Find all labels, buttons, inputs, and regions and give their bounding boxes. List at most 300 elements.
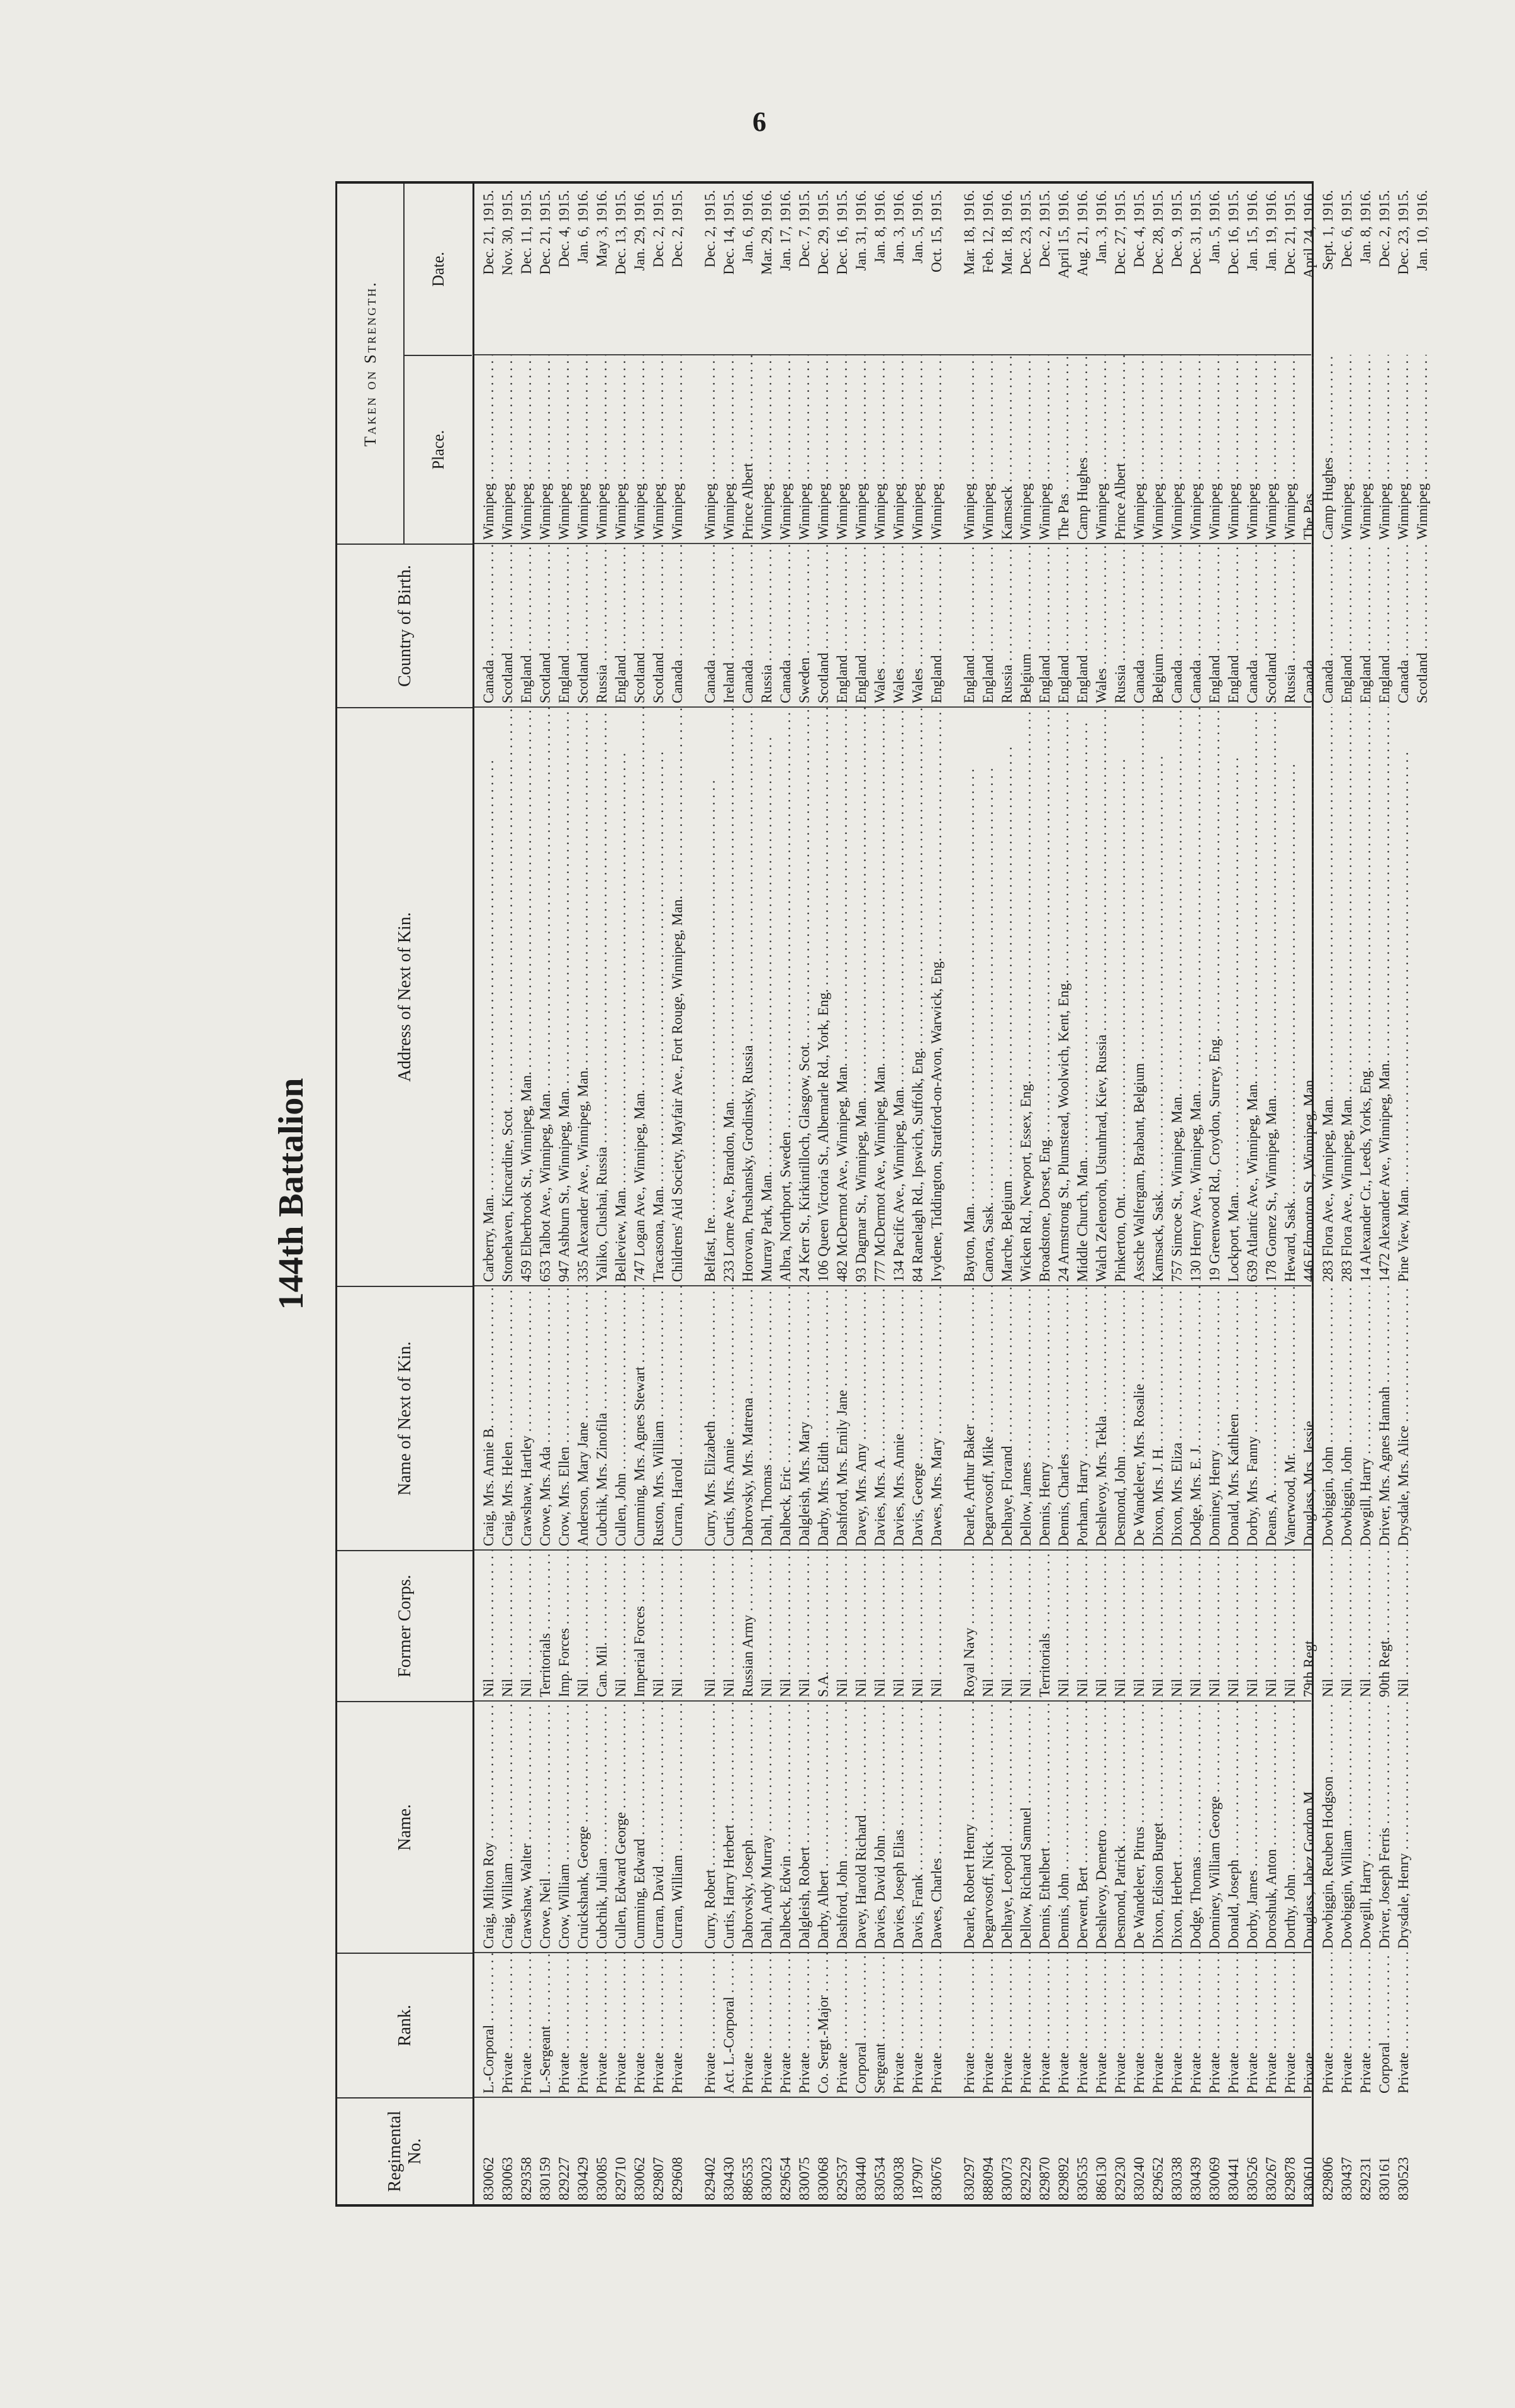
cell-country: England . . . <box>960 543 979 707</box>
cell-former-corps: Nil . . . <box>720 1550 739 1701</box>
cell-regimental-no: 830063 <box>500 2157 515 2200</box>
cell-country: Canada . . . <box>1394 543 1413 707</box>
table-row <box>1149 184 1168 2204</box>
cell-address: 84 Ranelagh Rd., Ipswich, Suffolk, Eng. . . . <box>908 707 927 1286</box>
cell-date: Dec. 29, 1915. <box>815 190 831 275</box>
cell-address: Yaliko, Clushai, Russia . . . <box>593 707 612 1286</box>
cell-former-corps: Nil . . . <box>979 1550 998 1701</box>
cell-place: Winnipeg . . . <box>574 355 593 543</box>
cell-next-of-kin: Dennis, Henry . . . <box>1036 1286 1054 1550</box>
cell-name: Dixon, Edison Burget . . . <box>1149 1701 1168 1953</box>
cell-place: Winnipeg . . . <box>1017 355 1036 543</box>
cell-name: Cruickshank, George . . . <box>574 1701 593 1953</box>
cell-address: 482 McDermot Ave., Winnipeg, Man. . . . <box>833 707 852 1286</box>
cell-rank: Act. L.-Corporal . . . <box>720 1953 739 2097</box>
cell-place: Winnipeg . . . <box>1168 355 1187 543</box>
cell-date: Jan. 8, 1916. <box>1358 190 1373 264</box>
cell-name: Crow, William . . . <box>555 1701 574 1953</box>
cell-address: Kamsack, Sask. . . . <box>1149 707 1168 1286</box>
cell-next-of-kin: Deans, A. . . . <box>1262 1286 1281 1550</box>
cell-name: Curran, William . . . <box>668 1701 687 1953</box>
cell-former-corps: Nil . . . <box>517 1550 536 1701</box>
table-row <box>908 184 927 2204</box>
cell-place: Winnipeg . . . <box>1338 355 1356 543</box>
cell-address: Murray Park, Man. . . . <box>758 707 776 1286</box>
cell-next-of-kin: Douglass, Mrs. Jessie . . . <box>1300 1286 1319 1550</box>
cell-name: Craig, Milton Roy . . . <box>479 1701 498 1953</box>
cell-rank: Private . . . <box>1356 1953 1375 2097</box>
cell-date: Feb. 12, 1916. <box>980 190 996 274</box>
cell-country: Canada . . . <box>479 543 498 707</box>
cell-address: Lockport, Man. . . . <box>1224 707 1243 1286</box>
cell-former-corps: Nil . . . <box>1073 1550 1092 1701</box>
cell-regimental-no: 830535 <box>1075 2157 1090 2200</box>
cell-place: Winnipeg . . . <box>1262 355 1281 543</box>
cell-next-of-kin: Vanerwood, Mr. . . . <box>1281 1286 1300 1550</box>
cell-place: Winnipeg . . . <box>852 355 871 543</box>
table-row <box>960 184 979 2204</box>
cell-next-of-kin: Dorby, Mrs. Fanny . . . <box>1243 1286 1262 1550</box>
cell-address: Canora, Sask. . . . <box>979 707 998 1286</box>
header-regimental-no: Regimental No. <box>337 2097 472 2204</box>
cell-country: Russia . . . <box>593 543 612 707</box>
cell-country: Wales . . . <box>908 543 927 707</box>
cell-address: 130 Henry Ave., Winnipeg, Man. . . . <box>1187 707 1205 1286</box>
cell-former-corps: Nil . . . <box>1017 1550 1036 1701</box>
cell-country: England . . . <box>1073 543 1092 707</box>
cell-address: 757 Simcoe St., Winnipeg, Man. . . . <box>1168 707 1187 1286</box>
cell-address: Ivydene, Tiddington, Stratford-on-Avon, Warwick, Eng. . . . <box>927 707 946 1286</box>
cell-address: 653 Talbot Ave., Winnipeg, Man. . . . <box>536 707 555 1286</box>
cell-former-corps: Can. Mil. . . . <box>593 1550 612 1701</box>
page-number: 6 <box>752 106 766 137</box>
table-row <box>1073 184 1092 2204</box>
cell-address: 233 Lorne Ave., Brandon, Man. . . . <box>720 707 739 1286</box>
cell-regimental-no: 830062 <box>632 2157 647 2200</box>
cell-regimental-no: 829870 <box>1037 2157 1053 2200</box>
cell-rank: Private . . . <box>649 1953 668 2097</box>
cell-place: Winnipeg . . . <box>1224 355 1243 543</box>
cell-address: Pinkerton, Ont. . . . <box>1111 707 1130 1286</box>
cell-regimental-no: 830439 <box>1188 2157 1204 2200</box>
cell-country: England . . . <box>1224 543 1243 707</box>
cell-next-of-kin: Deshlevoy, Mrs. Tekla . . . <box>1092 1286 1111 1550</box>
cell-date: Dec. 2, 1915. <box>651 190 666 268</box>
cell-place: Winnipeg . . . <box>927 355 946 543</box>
cell-address: Middle Church, Man. . . . <box>1073 707 1092 1286</box>
cell-regimental-no: 830523 <box>1395 2157 1411 2200</box>
cell-next-of-kin: Davies, Mrs. Annie . . . <box>890 1286 908 1550</box>
cell-regimental-no: 830297 <box>961 2157 977 2200</box>
cell-country: Canada . . . <box>1130 543 1149 707</box>
table-row <box>1375 184 1394 2204</box>
cell-address: Tracasona, Man. . . . <box>649 707 668 1286</box>
cell-place: Winnipeg . . . <box>979 355 998 543</box>
cell-regimental-no: 829227 <box>556 2157 572 2200</box>
cell-former-corps: Nil . . . <box>1224 1550 1243 1701</box>
cell-former-corps: Nil . . . <box>1281 1550 1300 1701</box>
cell-date: Mar. 18, 1916. <box>999 190 1015 275</box>
cell-date: Dec. 27, 1915. <box>1112 190 1128 275</box>
cell-next-of-kin: Davies, Mrs. A. . . . <box>871 1286 890 1550</box>
cell-date: Mar. 18, 1916. <box>961 190 977 275</box>
cell-former-corps: Royal Navy . . . <box>960 1550 979 1701</box>
cell-country: Canada . . . <box>1300 543 1319 707</box>
cell-rank: Private . . . <box>517 1953 536 2097</box>
cell-place: Prince Albert . . . <box>739 355 758 543</box>
cell-date: Jan. 3, 1916. <box>891 190 907 264</box>
cell-next-of-kin: Dennis, Charles . . . <box>1054 1286 1073 1550</box>
cell-former-corps: Nil . . . <box>668 1550 687 1701</box>
cell-regimental-no: 829806 <box>1320 2157 1336 2200</box>
cell-regimental-no: 829229 <box>1018 2157 1034 2200</box>
cell-address: Horovan, Prushansky, Grodinsky, Russia . . . <box>739 707 758 1286</box>
table-row <box>890 184 908 2204</box>
cell-address: Marche, Belgium . . . <box>998 707 1017 1286</box>
cell-country: Wales . . . <box>871 543 890 707</box>
cell-former-corps: Nil . . . <box>1130 1550 1149 1701</box>
cell-former-corps: Nil . . . <box>498 1550 517 1701</box>
cell-country: England . . . <box>1356 543 1375 707</box>
cell-name: Degarvosoff, Nick . . . <box>979 1701 998 1953</box>
cell-place: The Pas . . . <box>1054 355 1073 543</box>
cell-regimental-no: 829608 <box>669 2157 685 2200</box>
cell-next-of-kin: Crawshaw, Hartley . . . <box>517 1286 536 1550</box>
cell-address: Broadstone, Dorset, Eng. . . . <box>1036 707 1054 1286</box>
cell-name: Dominey, William George . . . <box>1205 1701 1224 1953</box>
cell-name: Dennis, Ethelbert . . . <box>1036 1701 1054 1953</box>
cell-date: Oct. 15, 1915. <box>929 190 944 272</box>
cell-rank: Private . . . <box>1224 1953 1243 2097</box>
cell-next-of-kin: Dabrovsky, Mrs. Matrena . . . <box>739 1286 758 1550</box>
cell-regimental-no: 829807 <box>651 2157 666 2200</box>
cell-date: Jan. 8, 1916. <box>872 190 888 264</box>
cell-rank: Private . . . <box>498 1953 517 2097</box>
header-date: Date. <box>428 252 447 287</box>
cell-rank <box>1413 1953 1432 2097</box>
cell-regimental-no: 886130 <box>1093 2157 1109 2200</box>
cell-rank: Private . . . <box>890 1953 908 2097</box>
cell-date: Jan. 5, 1916. <box>910 190 925 264</box>
cell-regimental-no: 830159 <box>537 2157 553 2200</box>
cell-date: Jan. 5, 1916. <box>1207 190 1222 264</box>
cell-date: Aug. 21, 1916. <box>1075 190 1090 277</box>
cell-place: Winnipeg . . . <box>1375 355 1394 543</box>
cell-address: 777 McDermot Ave., Winnipeg, Man. . . . <box>871 707 890 1286</box>
table-row <box>517 184 536 2204</box>
header-address: Address of Next of Kin. <box>337 707 472 1286</box>
cell-former-corps: Nil . . . <box>1187 1550 1205 1701</box>
cell-name: Dearle, Robert Henry . . . <box>960 1701 979 1953</box>
cell-rank: Private . . . <box>1111 1953 1130 2097</box>
table-row <box>555 184 574 2204</box>
cell-regimental-no: 830068 <box>815 2157 831 2200</box>
cell-rank: Private . . . <box>1168 1953 1187 2097</box>
cell-rank: Private . . . <box>593 1953 612 2097</box>
cell-next-of-kin: Anderson, Mary Jane . . . <box>574 1286 593 1550</box>
cell-address: 19 Greenwood Rd., Croydon, Surrey, Eng. . . . <box>1205 707 1224 1286</box>
cell-country: England . . . <box>1205 543 1224 707</box>
table-row <box>979 184 998 2204</box>
cell-regimental-no: 829231 <box>1358 2157 1373 2200</box>
cell-regimental-no: 829652 <box>1150 2157 1166 2200</box>
cell-rank: Sergeant . . . <box>871 1953 890 2097</box>
cell-regimental-no: 830437 <box>1339 2157 1355 2200</box>
cell-date: Jan. 6, 1916. <box>740 190 756 264</box>
cell-place: Winnipeg . . . <box>720 355 739 543</box>
cell-name: Darby, Albert . . . <box>814 1701 833 1953</box>
table-row <box>1168 184 1187 2204</box>
cell-rank: Private . . . <box>1394 1953 1413 2097</box>
cell-name: Dorby, James . . . <box>1243 1701 1262 1953</box>
cell-next-of-kin: Curran, Harold . . . <box>668 1286 687 1550</box>
cell-rank: Private . . . <box>1149 1953 1168 2097</box>
cell-date: Dec. 23, 1915. <box>1395 190 1411 275</box>
cell-rank: Private . . . <box>1262 1953 1281 2097</box>
cell-rank: Private . . . <box>701 1953 720 2097</box>
cell-country: Scotland . . . <box>649 543 668 707</box>
cell-place: Winnipeg . . . <box>960 355 979 543</box>
cell-name: Driver, Joseph Ferris . . . <box>1375 1701 1394 1953</box>
cell-date: Jan. 31, 1916. <box>853 190 869 271</box>
cell-place: Winnipeg . . . <box>1356 355 1375 543</box>
cell-next-of-kin: Degarvosoff, Mike . . . <box>979 1286 998 1550</box>
table-row <box>536 184 555 2204</box>
cell-former-corps: Nil . . . <box>1054 1550 1073 1701</box>
cell-place: Winnipeg . . . <box>517 355 536 543</box>
cell-former-corps: Nil . . . <box>852 1550 871 1701</box>
cell-place: Winnipeg . . . <box>908 355 927 543</box>
cell-regimental-no: 830069 <box>1207 2157 1222 2200</box>
cell-rank: Private . . . <box>1017 1953 1036 2097</box>
cell-date: Jan. 6, 1916. <box>575 190 591 264</box>
cell-place: Winnipeg . . . <box>668 355 687 543</box>
cell-country: Canada . . . <box>1187 543 1205 707</box>
cell-address: Carberry, Man. . . . <box>479 707 498 1286</box>
cell-name: Davey, Harold Richard . . . <box>852 1701 871 1953</box>
cell-name <box>1413 1701 1432 1953</box>
cell-place: Winnipeg . . . <box>649 355 668 543</box>
cell-regimental-no: 830161 <box>1377 2157 1392 2200</box>
cell-address: 459 Elberbrook St., Winnipeg, Man. . . . <box>517 707 536 1286</box>
cell-country: Scotland . . . <box>574 543 593 707</box>
cell-place: Winnipeg . . . <box>1149 355 1168 543</box>
cell-regimental-no: 829537 <box>834 2157 850 2200</box>
cell-name: Crawshaw, Walter . . . <box>517 1701 536 1953</box>
cell-date: Dec. 31, 1915. <box>1188 190 1204 275</box>
cell-name: Curran, David . . . <box>649 1701 668 1953</box>
rotated-page-content <box>257 181 1430 2207</box>
cell-country: England . . . <box>517 543 536 707</box>
cell-regimental-no: 830038 <box>891 2157 907 2200</box>
cell-next-of-kin: Davey, Mrs. Amy . . . <box>852 1286 871 1550</box>
cell-name: Curry, Robert . . . <box>701 1701 720 1953</box>
cell-next-of-kin: Dodge, Mrs. E. J. . . . <box>1187 1286 1205 1550</box>
cell-rank: Private . . . <box>908 1953 927 2097</box>
cell-place: Winnipeg . . . <box>814 355 833 543</box>
cell-place: Winnipeg . . . <box>498 355 517 543</box>
cell-former-corps: Nil . . . <box>795 1550 814 1701</box>
cell-country: England . . . <box>1375 543 1394 707</box>
cell-address: 106 Queen Victoria St., Albemarle Rd., York, Eng. . . . <box>814 707 833 1286</box>
cell-next-of-kin: Dellow, James . . . <box>1017 1286 1036 1550</box>
cell-country: England . . . <box>927 543 946 707</box>
cell-name: Cullen, Edward George . . . <box>612 1701 630 1953</box>
cell-country: Russia . . . <box>758 543 776 707</box>
cell-next-of-kin: Dixon, Mrs. Eliza . . . <box>1168 1286 1187 1550</box>
cell-rank: Private . . . <box>776 1953 795 2097</box>
cell-former-corps: Nil . . . <box>908 1550 927 1701</box>
table-row <box>1300 184 1319 2204</box>
cell-address: Pine View, Man. . . . <box>1394 707 1413 1286</box>
cell-next-of-kin: Ruston, Mrs. William . . . <box>649 1286 668 1550</box>
page-title: 144th Battalion <box>272 1078 311 1310</box>
cell-next-of-kin: Crowe, Mrs. Ada . . . <box>536 1286 555 1550</box>
cell-former-corps: Nil . . . <box>701 1550 720 1701</box>
header-next-of-kin: Name of Next of Kin. <box>337 1286 472 1550</box>
cell-name: Crowe, Neil . . . <box>536 1701 555 1953</box>
cell-country: England . . . <box>1338 543 1356 707</box>
cell-place: Winnipeg . . . <box>1394 355 1413 543</box>
cell-place: Winnipeg . . . <box>1187 355 1205 543</box>
cell-place: Winnipeg . . . <box>593 355 612 543</box>
table-row <box>852 184 871 2204</box>
cell-regimental-no: 830073 <box>999 2157 1015 2200</box>
cell-place: Winnipeg . . . <box>758 355 776 543</box>
cell-rank: Corporal . . . <box>1375 1953 1394 2097</box>
cell-next-of-kin: Dashford, Mrs. Emily Jane . . . <box>833 1286 852 1550</box>
cell-place: Winnipeg . . . <box>612 355 630 543</box>
cell-country: England . . . <box>555 543 574 707</box>
cell-former-corps: Nil . . . <box>1149 1550 1168 1701</box>
cell-country: Canada . . . <box>1243 543 1262 707</box>
cell-rank: Private . . . <box>1300 1953 1319 2097</box>
cell-former-corps: Nil . . . <box>927 1550 946 1701</box>
cell-address: 178 Gomez St., Winnipeg, Man. . . . <box>1262 707 1281 1286</box>
cell-next-of-kin: Donald, Mrs. Kathleen . . . <box>1224 1286 1243 1550</box>
cell-former-corps: Nil . . . <box>833 1550 852 1701</box>
table-row <box>1111 184 1130 2204</box>
cell-address: Wicken Rd., Newport, Essex, Eng. . . . <box>1017 707 1036 1286</box>
cell-name: Cubchik, Julian . . . <box>593 1701 612 1953</box>
cell-former-corps: S.A. . . . <box>814 1550 833 1701</box>
cell-address: Assche Walfergam, Brabant, Belgium . . . <box>1130 707 1149 1286</box>
cell-name: Davies, Joseph Elias . . . <box>890 1701 908 1953</box>
cell-name: Davies, David John . . . <box>871 1701 890 1953</box>
cell-next-of-kin: Porham, Harry . . . <box>1073 1286 1092 1550</box>
cell-address: 93 Dagmar St., Winnipeg, Man. . . . <box>852 707 871 1286</box>
cell-address: 446 Edmonton St., Winnipeg, Man. . . . <box>1300 707 1319 1286</box>
cell-country: England . . . <box>979 543 998 707</box>
cell-former-corps: Nil . . . <box>1262 1550 1281 1701</box>
cell-next-of-kin: Dominey, Henry . . . <box>1205 1286 1224 1550</box>
cell-next-of-kin: Dearle, Arthur Baker . . . <box>960 1286 979 1550</box>
cell-next-of-kin: Cumming, Mrs. Agnes Stewart . . . <box>630 1286 649 1550</box>
cell-rank: Corporal . . . <box>852 1953 871 2097</box>
cell-name: Dawes, Charles . . . <box>927 1701 946 1953</box>
cell-country: Wales . . . <box>1092 543 1111 707</box>
table-row <box>1017 184 1036 2204</box>
cell-name: Douglass, Jabez Gordon M. . . . <box>1300 1701 1319 1953</box>
table-row <box>776 184 795 2204</box>
cell-next-of-kin: Dahl, Thomas . . . <box>758 1286 776 1550</box>
cell-date: Jan. 10, 1916. <box>1414 190 1430 271</box>
cell-country: England . . . <box>852 543 871 707</box>
cell-rank: Private . . . <box>979 1953 998 2097</box>
table-row <box>479 184 498 2204</box>
cell-rank: Private . . . <box>555 1953 574 2097</box>
table-row <box>1319 184 1338 2204</box>
cell-next-of-kin: Dawes, Mrs. Mary . . . <box>927 1286 946 1550</box>
cell-regimental-no: 830440 <box>853 2157 869 2200</box>
cell-next-of-kin: Dowbiggin, John . . . <box>1338 1286 1356 1550</box>
cell-date: Dec. 6, 1915. <box>1339 190 1355 268</box>
cell-former-corps: Nil . . . <box>649 1550 668 1701</box>
cell-rank: L.-Sergeant . . . <box>536 1953 555 2097</box>
cell-next-of-kin <box>1413 1286 1432 1550</box>
cell-next-of-kin: Dixon, Mrs. J. H. . . . <box>1149 1286 1168 1550</box>
cell-name: Dashford, John . . . <box>833 1701 852 1953</box>
table-row <box>1413 184 1432 2204</box>
cell-address: Heward, Sask. . . . <box>1281 707 1300 1286</box>
cell-former-corps: Nil . . . <box>1111 1550 1130 1701</box>
cell-rank: Private . . . <box>739 1953 758 2097</box>
table-header <box>337 184 474 2204</box>
cell-former-corps: Nil . . . <box>871 1550 890 1701</box>
cell-former-corps: Nil . . . <box>1168 1550 1187 1701</box>
cell-place: Winnipeg . . . <box>536 355 555 543</box>
table-row <box>998 184 1017 2204</box>
cell-name: Dixon, Herbert . . . <box>1168 1701 1187 1953</box>
cell-date: Dec. 21, 1915. <box>537 190 553 275</box>
cell-regimental-no <box>1413 2097 1432 2204</box>
cell-country: Canada . . . <box>1319 543 1338 707</box>
cell-next-of-kin: Curry, Mrs. Elizabeth . . . <box>701 1286 720 1550</box>
cell-next-of-kin: Darby, Mrs. Edith . . . <box>814 1286 833 1550</box>
cell-former-corps: Nil . . . <box>1205 1550 1224 1701</box>
cell-next-of-kin: Desmond, John . . . <box>1111 1286 1130 1550</box>
cell-name: Dowgill, Harry . . . <box>1356 1701 1375 1953</box>
header-place: Place. <box>405 355 472 543</box>
table-row <box>1394 184 1413 2204</box>
cell-regimental-no: 830430 <box>721 2157 737 2200</box>
cell-place: Winnipeg . . . <box>1413 355 1432 543</box>
cell-next-of-kin: Curtis, Mrs. Annie . . . <box>720 1286 739 1550</box>
cell-name: Dorthy, John . . . <box>1281 1701 1300 1953</box>
cell-rank: Private . . . <box>1092 1953 1111 2097</box>
cell-next-of-kin: Dalgleish, Mrs. Mary . . . <box>795 1286 814 1550</box>
table-row <box>1281 184 1300 2204</box>
cell-former-corps: Nil . . . <box>998 1550 1017 1701</box>
cell-date: Dec. 21, 1915. <box>481 190 496 275</box>
cell-regimental-no: 830085 <box>594 2157 610 2200</box>
table-row <box>593 184 612 2204</box>
cell-date: Jan. 15, 1916. <box>1244 190 1260 271</box>
table-row <box>1356 184 1375 2204</box>
cell-former-corps: Nil . . . <box>1338 1550 1356 1701</box>
cell-date: May 3, 1916. <box>594 190 610 267</box>
cell-address: 24 Armstrong St., Plumstead, Woolwich, Kent, Eng. . . . <box>1054 707 1073 1286</box>
cell-name: Cumming, Edward . . . <box>630 1701 649 1953</box>
cell-place: Winnipeg . . . <box>1092 355 1111 543</box>
table-row <box>668 184 687 2204</box>
cell-country: Wales . . . <box>890 543 908 707</box>
cell-rank: Private . . . <box>1281 1953 1300 2097</box>
cell-former-corps: Territorials . . . <box>1036 1550 1054 1701</box>
table-row <box>758 184 776 2204</box>
cell-place: Winnipeg . . . <box>1036 355 1054 543</box>
cell-date: Jan. 29, 1916. <box>632 190 647 271</box>
